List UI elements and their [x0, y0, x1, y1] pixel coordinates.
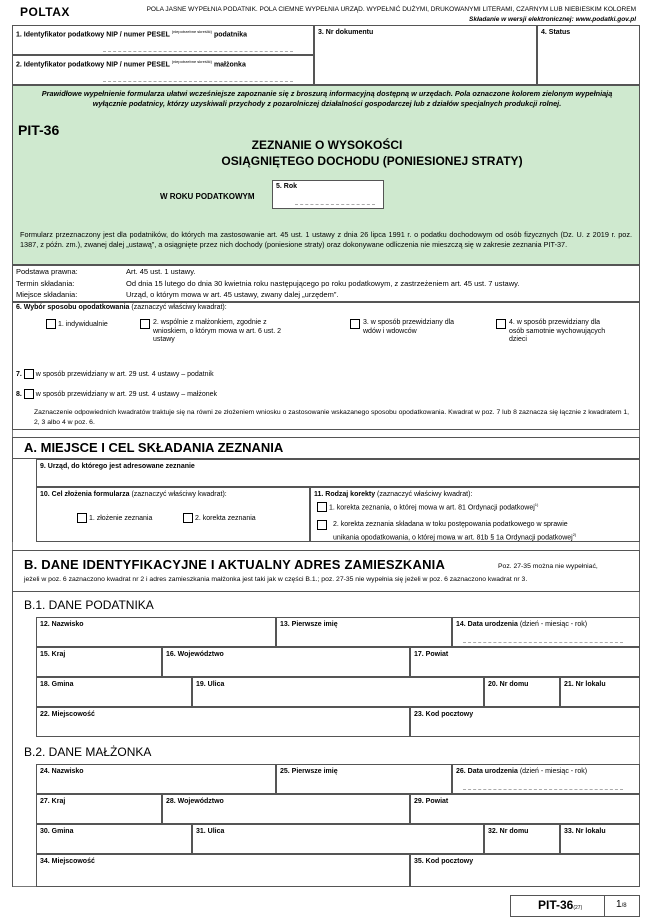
option-4-samotni[interactable]: 4. w sposób przewidziany dla osób samotnie wychowujących dzieci — [496, 319, 606, 345]
checkbox-opt4[interactable] — [496, 319, 506, 329]
checkbox-f11-2[interactable] — [317, 520, 327, 530]
legal-key-3: Miejsce składania: — [16, 290, 78, 299]
form-description: Formularz przeznaczony jest dla podatników, do których ma zastosowanie art. 45 ust. 1 ustawy z dnia 26 lipca 1991 r. o podatku dochodowym od osób fizycznych (Dz. U. z 2019 r. poz. 1387, z późn. zm.), zwanej dalej „ustawą”, a osiągnięte przez nich dochody (poniesione straty) oraz dokonywane odliczenia nie mieszczą się w zakresie zeznania PIT-37. — [20, 230, 632, 249]
field-3-nr-dokumentu: 3. Nr dokumentu — [314, 25, 537, 85]
header-electronic: Składanie w wersji elektronicznej: www.podatki.gov.pl — [469, 16, 636, 23]
field-29-powiat[interactable]: 29. Powiat — [410, 794, 640, 824]
checkbox-opt3[interactable] — [350, 319, 360, 329]
form-code: PIT-36 — [18, 122, 60, 138]
field-1-nip-podatnika[interactable]: 1. Identyfikator podatkowy NIP / numer PESEL $^{(niepotrzebne skreślić)}$ podatnika — [12, 25, 314, 55]
field-22-miejscowosc[interactable]: 22. Miejscowość — [36, 707, 410, 737]
year-prefix: W ROKU PODATKOWYM — [160, 192, 255, 201]
field-24-nazwisko[interactable]: 24. Nazwisko — [36, 764, 276, 794]
field-21-nr-lokalu[interactable]: 21. Nr lokalu — [560, 677, 640, 707]
footer-form-code: PIT-36(27) — [538, 898, 583, 912]
option-2-wspolnie[interactable]: 2. wspólnie z małżonkiem, zgodnie z wnioskiem, o którym mowa w art. 6 ust. 2 ustawy — [140, 319, 290, 345]
field-26-data-urodzenia[interactable]: 26. Data urodzenia (dzień - miesiąc - rok) — [452, 764, 640, 794]
option-7-podatnik[interactable]: 7. w sposób przewidziany w art. 29 ust. 4 ustawy – podatnik — [16, 370, 214, 378]
field-11-rodzaj-korekty: 11. Rodzaj korekty (zaznaczyć właściwy kwadrat): 1. korekta zeznania, o której mowa w art. 81 Ordynacji podatkowej$^{1)}$ 2. korekta zeznania składana w toku postępowania podatkowego w sprawie unikania opodatkowania, o której mowa w art. 81b § 1a Ordynacji podatkowej$^{2)}$ — [310, 487, 640, 542]
checkbox-opt8[interactable] — [24, 389, 34, 399]
checkbox-f10-2[interactable] — [183, 513, 193, 523]
field-34-miejscowosc[interactable]: 34. Miejscowość — [36, 854, 410, 887]
legal-key-1: Podstawa prawna: — [16, 267, 78, 276]
b2-title: B.2. DANE MAŁŻONKA — [24, 745, 152, 759]
checkbox-opt1[interactable] — [46, 319, 56, 329]
checkbox-opt7[interactable] — [24, 369, 34, 379]
field-28-wojewodztwo[interactable]: 28. Województwo — [162, 794, 410, 824]
f11-option-2[interactable]: 2. korekta zeznania składana w toku postępowania podatkowego w sprawie unikania opodatkowania, o której mowa w art. 81b § 1a Ordynacji podatkowej$^{2)}$ — [317, 520, 637, 543]
section-margin-b — [12, 592, 36, 887]
checkbox-f11-1[interactable] — [317, 502, 327, 512]
field-9-urzad[interactable]: 9. Urząd, do którego jest adresowane zeznanie — [36, 459, 640, 487]
poltax-logo: POLTAX — [20, 5, 70, 19]
field-33-nr-lokalu[interactable]: 33. Nr lokalu — [560, 824, 640, 854]
field-12-nazwisko[interactable]: 12. Nazwisko — [36, 617, 276, 647]
field-20-nr-domu[interactable]: 20. Nr domu — [484, 677, 560, 707]
legal-val-2: Od dnia 15 lutego do dnia 30 kwietnia roku następującego po roku podatkowym, z zastrzeżeniem art. 45 ust. 7 ustawy. — [126, 279, 520, 288]
field-32-nr-domu[interactable]: 32. Nr domu — [484, 824, 560, 854]
f10-option-2[interactable]: 2. korekta zeznania — [183, 513, 256, 523]
form-title-line1: ZEZNANIE O WYSOKOŚCI — [251, 138, 403, 152]
checkbox-f10-1[interactable] — [77, 513, 87, 523]
section-a-title: A. MIEJSCE I CEL SKŁADANIA ZEZNANIA — [24, 440, 284, 455]
field-6-label: 6. Wybór sposobu opodatkowania (zaznaczyć właściwy kwadrat): — [16, 304, 227, 311]
field-23-kod-pocztowy[interactable]: 23. Kod pocztowy — [410, 707, 640, 737]
field-35-kod-pocztowy[interactable]: 35. Kod pocztowy — [410, 854, 640, 887]
legal-val-1: Art. 45 ust. 1 ustawy. — [126, 267, 196, 276]
field-18-gmina[interactable]: 18. Gmina — [36, 677, 192, 707]
option-3-wdowy[interactable]: 3. w sposób przewidziany dla wdów i wdowców — [350, 319, 460, 336]
field-25-imie[interactable]: 25. Pierwsze imię — [276, 764, 452, 794]
option-1-indywidualnie[interactable]: 1. indywidualnie — [46, 319, 108, 329]
field-5-rok[interactable]: 5. Rok — [272, 180, 384, 209]
footer-page-number: 1/8 — [616, 899, 627, 910]
section-b-title: B. DANE IDENTYFIKACYJNE I AKTUALNY ADRES ZAMIESZKANIA — [24, 557, 446, 572]
field-17-powiat[interactable]: 17. Powiat — [410, 647, 640, 677]
field-27-kraj[interactable]: 27. Kraj — [36, 794, 162, 824]
option-8-malzonek[interactable]: 8. w sposób przewidziany w art. 29 ust. 4 ustawy – małżonek — [16, 390, 218, 398]
field-4-status: 4. Status — [537, 25, 640, 85]
header-instruction: POLA JASNE WYPEŁNIA PODATNIK. POLA CIEMNE WYPEŁNIA URZĄD. WYPEŁNIĆ DUŻYMI, DRUKOWANYMI LITERAMI, CZARNYM LUB NIEBIESKIM KOLOREM — [146, 6, 636, 13]
form-title-line2: OSIĄGNIĘTEGO DOCHODU (PONIESIONEJ STRATY) — [221, 154, 523, 168]
field-16-wojewodztwo[interactable]: 16. Województwo — [162, 647, 410, 677]
field-15-kraj[interactable]: 15. Kraj — [36, 647, 162, 677]
field-2-nip-malzonka[interactable]: 2. Identyfikator podatkowy NIP / numer PESEL $^{(niepotrzebne skreślić)}$ małżonka — [12, 55, 314, 85]
section-margin-a — [12, 459, 36, 542]
checkbox-opt2[interactable] — [140, 319, 150, 329]
field-6-note: Zaznaczenie odpowiednich kwadratów traktuje się na równi ze złożeniem wniosku o zastosowanie wskazanego sposobu opodatkowania. Kwadrat w poz. 7 lub 8 zaznacza się łącznie z kwadratem 1, 2, 3 albo 4 w poz. 6. — [34, 409, 630, 426]
legal-key-2: Termin składania: — [16, 279, 75, 288]
field-31-ulica[interactable]: 31. Ulica — [192, 824, 484, 854]
section-b-note-inline: Poz. 27-35 można nie wypełniać, — [498, 563, 598, 570]
b1-title: B.1. DANE PODATNIKA — [24, 598, 154, 612]
field-19-ulica[interactable]: 19. Ulica — [192, 677, 484, 707]
field-30-gmina[interactable]: 30. Gmina — [36, 824, 192, 854]
legal-val-3: Urząd, o którym mowa w art. 45 ustawy, zwany dalej „urzędem”. — [126, 290, 339, 299]
footer-divider — [604, 895, 605, 917]
field-14-data-urodzenia[interactable]: 14. Data urodzenia (dzień - miesiąc - rok) — [452, 617, 640, 647]
field-10-cel: 10. Cel złożenia formularza (zaznaczyć właściwy kwadrat): 1. złożenie zeznania 2. korekta zeznania — [36, 487, 310, 542]
field-13-imie[interactable]: 13. Pierwsze imię — [276, 617, 452, 647]
f10-option-1[interactable]: 1. złożenie zeznania — [77, 513, 152, 523]
f11-option-1[interactable]: 1. korekta zeznania, o której mowa w art. 81 Ordynacji podatkowej$^{1)}$ — [317, 502, 538, 512]
intro-text: Prawidłowe wypełnienie formularza ułatwi wcześniejsze zapoznanie się z broszurą informacyjną dostępną w urzędach. Pola oznaczone kolorem zielonym wypełniają wyłącznie podatnicy, którzy uzyskiwali przychody z pozarolniczej działalności gospodarczej lub z działów specjalnych produkcji rolnej. — [41, 89, 613, 108]
section-b-note: jeżeli w poz. 6 zaznaczono kwadrat nr 2 i adres zamieszkania małżonka jest taki jak w części B.1.; poz. 27-35 nie wypełnia się jeżeli w poz. 6 zaznaczono kwadrat nr 3. — [24, 576, 528, 583]
